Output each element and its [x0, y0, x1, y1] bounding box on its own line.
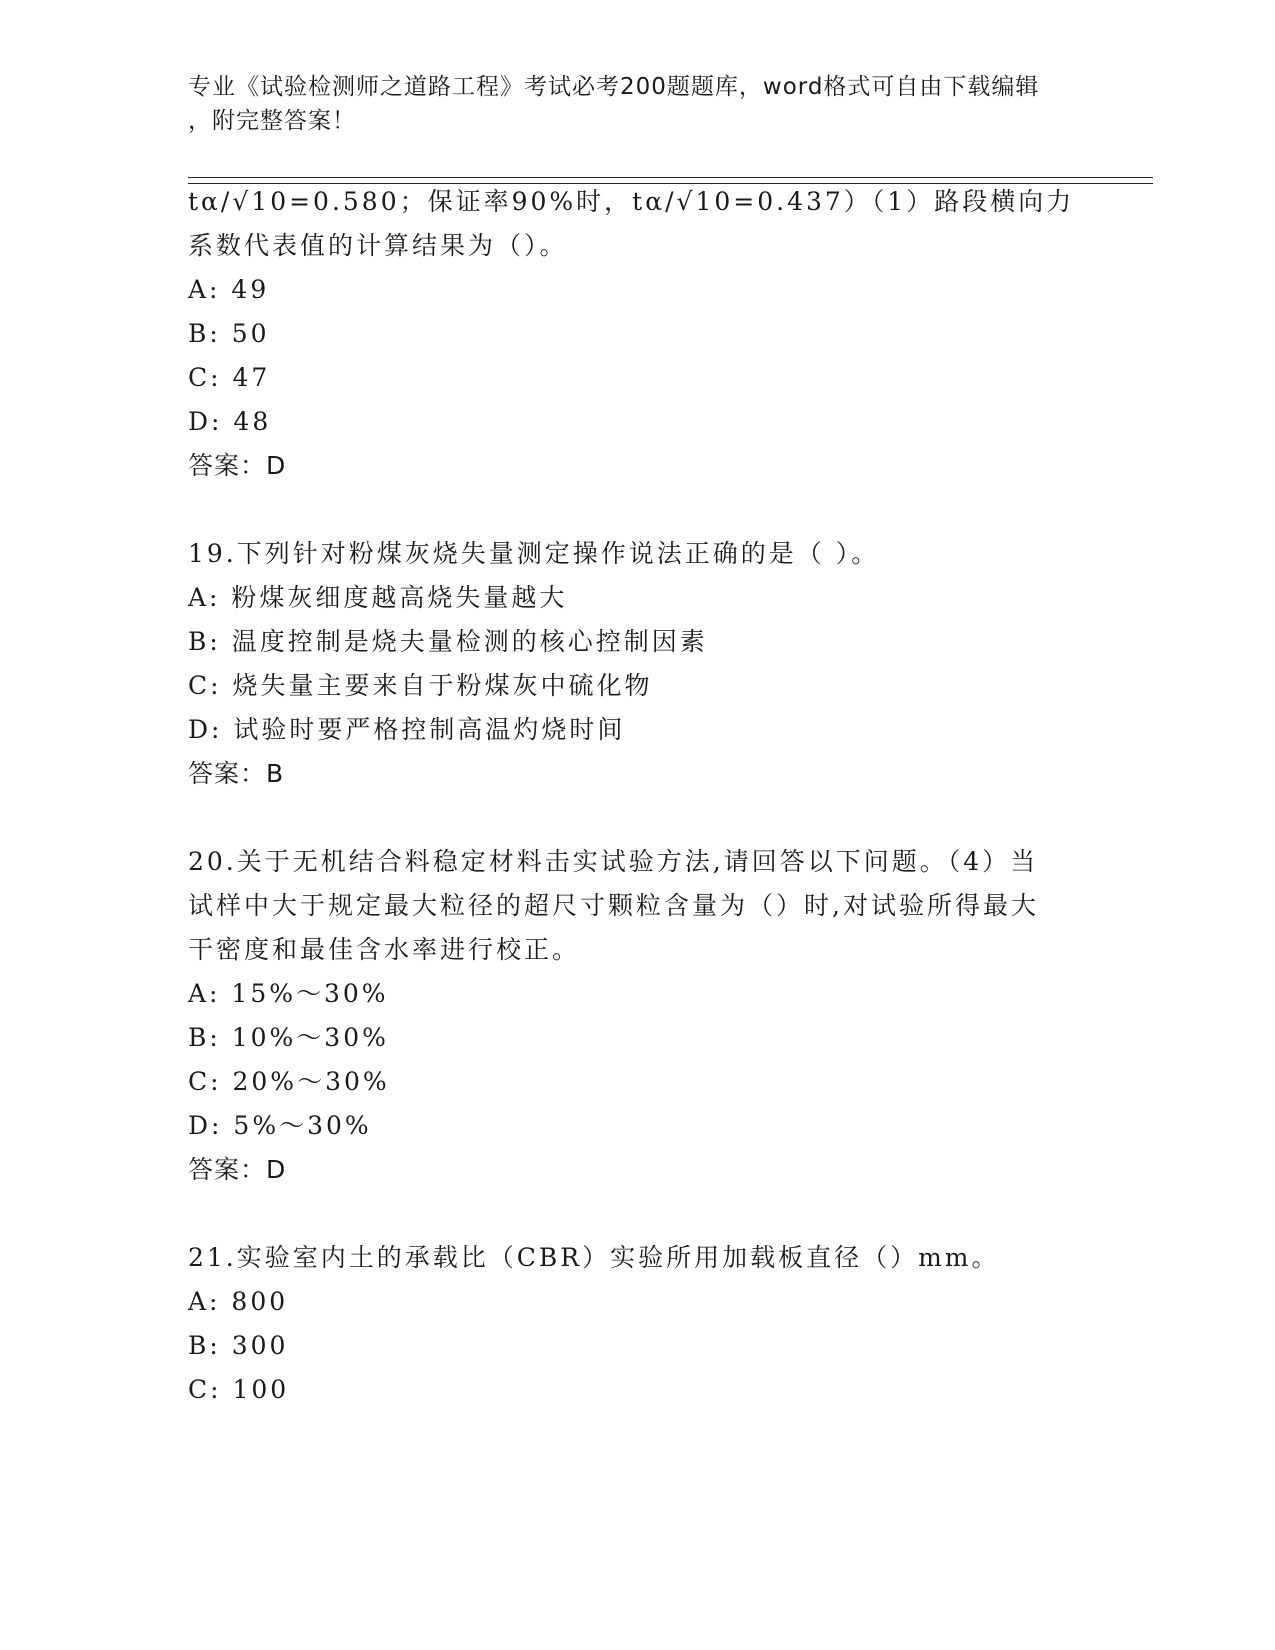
q21-option-c: C: 100 — [188, 1375, 290, 1404]
q20-stem-line-1: 20.关于无机结合料稳定材料击实试验方法,请回答以下问题。（4）当 — [188, 847, 1039, 876]
q19-answer: 答案：B — [188, 759, 285, 788]
q18-option-c: C: 47 — [188, 363, 271, 392]
q20-answer: 答案：D — [188, 1155, 287, 1184]
q21-option-a: A: 800 — [188, 1287, 289, 1316]
q20-option-a: A: 15%～30% — [188, 979, 389, 1008]
q20-stem-line-3: 干密度和最佳含水率进行校正。 — [188, 935, 581, 964]
document-header — [188, 70, 1068, 138]
q19-stem-line-1: 19.下列针对粉煤灰烧失量测定操作说法正确的是（ ）。 — [188, 539, 880, 568]
q18-option-a: A: 49 — [188, 275, 270, 304]
q20-option-b: B: 10%～30% — [188, 1023, 389, 1052]
q20-option-c: C: 20%～30% — [188, 1067, 390, 1096]
header-divider-top — [188, 177, 1153, 178]
q21-stem-line-1: 21.实验室内土的承载比（CBR）实验所用加载板直径（）mm。 — [188, 1243, 1000, 1272]
header-line-2: ，附完整答案！ — [188, 108, 356, 134]
q19-option-b: B: 温度控制是烧夫量检测的核心控制因素 — [188, 627, 708, 656]
q18-option-b: B: 50 — [188, 319, 270, 348]
q19-option-d: D: 试验时要严格控制高温灼烧时间 — [188, 715, 626, 744]
q21-option-b: B: 300 — [188, 1331, 289, 1360]
header-divider-bottom — [188, 183, 1153, 184]
header-line-1: 专业《试验检测师之道路工程》考试必考200题题库，word格式可自由下载编辑 — [188, 74, 1040, 100]
q18-option-d: D: 48 — [188, 407, 272, 436]
q20-stem-line-2: 试样中大于规定最大粒径的超尺寸颗粒含量为（）时,对试验所得最大 — [188, 891, 1039, 920]
q20-option-d: D: 5%～30% — [188, 1111, 372, 1140]
q18-stem-line-2: 系数代表值的计算结果为（）。 — [188, 231, 568, 260]
q18-stem-line-1: tα/√10=0.580；保证率90%时，tα/√10=0.437）（1）路段横向力 — [188, 187, 1075, 216]
q19-option-c: C: 烧失量主要来自于粉煤灰中硫化物 — [188, 671, 653, 700]
q18-answer: 答案：D — [188, 451, 287, 480]
q19-option-a: A: 粉煤灰细度越高烧失量越大 — [188, 583, 568, 612]
